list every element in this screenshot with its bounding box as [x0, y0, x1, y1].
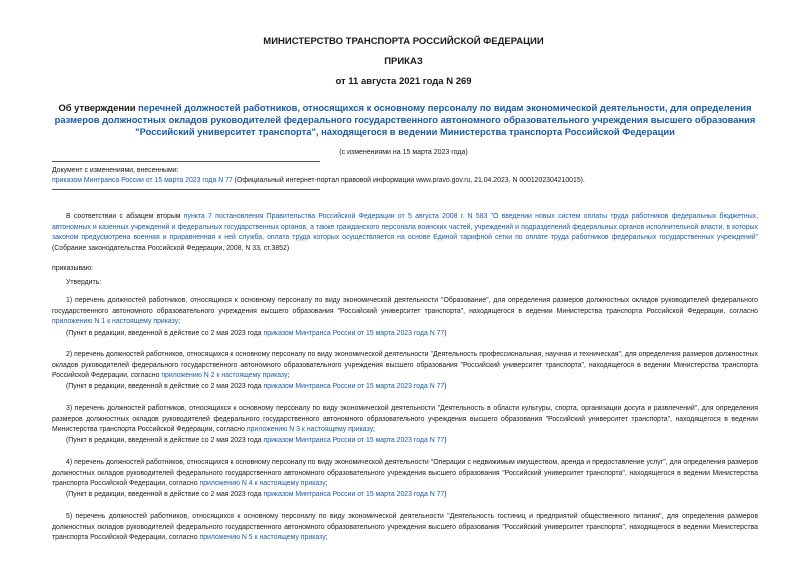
note-tail: ): [444, 383, 447, 390]
item-tail: ;: [325, 480, 328, 487]
item-tail: ;: [287, 372, 290, 379]
item-tail: ;: [325, 534, 328, 541]
title-link[interactable]: перечней должностей работников, относящихся к основному персоналу по видам экономической деятельности, для определения размеров должностных окладов руководителей федерального государственного автономного образовательного учреждения высшего образования "Российский университет транспорта", находящегося в ведении Министерства транспорта Российской Федерации: [54, 102, 756, 137]
ministry-heading: МИНИСТЕРСТВО ТРАНСПОРТА РОССИЙСКОЙ ФЕДЕРАЦИИ: [263, 36, 544, 47]
item-note: [66, 329, 756, 339]
note-link[interactable]: приказом Минтранса России от 15 марта 2023 года N 77: [263, 491, 445, 498]
changes-link[interactable]: приказом Минтранса России от 15 марта 2023 года N 77: [52, 177, 233, 184]
preamble: [52, 212, 758, 254]
item-tail: ;: [178, 318, 181, 325]
changes-bottom-rule: [52, 189, 320, 190]
appendix-link[interactable]: приложению N 1 к настоящему приказу: [52, 318, 179, 325]
item-tail: ;: [373, 426, 375, 433]
changes-heading: Документ с изменениями, внесенными:: [52, 167, 179, 174]
doc-type-heading: ПРИКАЗ: [384, 56, 423, 67]
list-item: [52, 458, 758, 490]
item-text: 1) перечень должностей работников, относящихся к основному персоналу по виду экономической деятельности "Образование", для определения размеров должностных окладов руководителей федерального государственного автономного образовательного учреждения высшего образования "Российский университет транспорта", находящегося в ведении Министерства транспорта Российской Федерации, согласно: [52, 297, 758, 315]
preamble-link[interactable]: пункта 7 постановления Правительства Российской Федерации от 5 августа 2008 г. N 583 "О введении новых систем оплаты труда работников федеральных бюджетных, автономных и казенных учреждений и федеральных государственных органов, а также гражданского персонала воинских частей, учреждений и подразделений федеральных органов исполнительной власти, в которых законом предусмотрена военная и приравненная к ней служба, оплата труда которых осуществляется на основе Единой тарифной сетки по оплате труда работников федеральных государственных учреждений": [52, 213, 759, 241]
note-link[interactable]: приказом Минтранса России от 15 марта 2023 года N 77: [263, 383, 445, 390]
changes-line: [52, 176, 758, 186]
item-text: 3) перечень должностей работников, относящихся к основному персоналу по виду экономической деятельности "Деятельность в области культуры, спорта, организации досуга и развлечений", для определения размеров должностных окладов руководителей федерального государственного автономного образовательного учреждения высшего образования "Российский университет транспорта", находящегося в ведении Министерства транспорта Российской Федерации, согласно: [52, 405, 758, 433]
note-text: (Пункт в редакции, введенной в действие со 2 мая 2023 года: [66, 383, 264, 390]
order-title: [52, 102, 758, 138]
item-text: 4) перечень должностей работников, относящихся к основному персоналу по виду экономической деятельности "Операции с недвижимым имуществом, аренда и предоставление услуг", для определения размеров должностных окладов руководителей федерального государственного автономного образовательного учреждения высшего образования "Российский университет транспорта", находящегося в ведении Министерства транспорта Российской Федерации, согласно: [52, 459, 758, 487]
preamble-text-2: (Собрание законодательства Российской Федерации, 2008, N 33, ст.3852): [52, 244, 290, 252]
list-item: [52, 512, 758, 544]
revision-note: (с изменениями на 15 марта 2023 года): [339, 149, 468, 156]
list-item: [52, 296, 758, 328]
item-note: [66, 490, 756, 500]
item-text: 5) перечень должностей работников, относящихся к основному персоналу по виду экономической деятельности "Деятельность гостиниц и предприятий общественного питания", для определения размеров должностных окладов руководителей федерального государственного автономного образовательного учреждения высшего образования "Российский университет транспорта", находящегося в ведении Министерства транспорта Российской Федерации, согласно: [52, 513, 758, 541]
changes-rest: (Официальный интернет-портал правовой информации www.pravo.gov.ru, 21.04.2023, N 0001202304210015).: [232, 177, 585, 184]
appendix-link[interactable]: приложению N 3 к настоящему приказу: [246, 426, 374, 433]
changes-top-rule: [52, 161, 320, 162]
note-text: (Пункт в редакции, введенной в действие со 2 мая 2023 года: [66, 491, 264, 498]
appendix-link[interactable]: приложению N 2 к настоящему приказу: [161, 372, 288, 379]
note-text: (Пункт в редакции, введенной в действие со 2 мая 2023 года: [66, 330, 264, 337]
note-link[interactable]: приказом Минтранса России от 15 марта 2023 года N 77: [263, 437, 445, 444]
ordered-text: приказываю:: [52, 265, 93, 272]
note-text: (Пункт в редакции, введенной в действие со 2 мая 2023 года: [66, 437, 264, 444]
note-tail: ): [444, 437, 447, 444]
note-link[interactable]: приказом Минтранса России от 15 марта 2023 года N 77: [263, 330, 445, 337]
preamble-text-1: В соответствии с абзацем вторым: [66, 213, 184, 220]
item-text: 2) перечень должностей работников, относящихся к основному персоналу по виду экономической деятельности "Деятельность профессиональная, научная и техническая", для определения размеров должностных окладов руководителей федерального государственного автономного образовательного учреждения высшего образования "Российский университет транспорта", находящегося в ведении Министерства транспорта Российской Федерации, согласно: [52, 351, 758, 379]
list-item: [52, 404, 758, 436]
item-note: [66, 436, 756, 446]
approve-text: Утвердить:: [66, 279, 102, 286]
order-date-number: от 11 августа 2021 года N 269: [335, 76, 472, 87]
appendix-link[interactable]: приложению N 4 к настоящему приказу: [199, 480, 326, 487]
note-tail: ): [444, 330, 447, 337]
list-item: [52, 350, 758, 382]
item-note: [66, 382, 756, 392]
note-tail: ): [444, 491, 447, 498]
title-prefix: Об утверждении: [58, 102, 139, 113]
appendix-link[interactable]: приложению N 5 к настоящему приказу: [199, 534, 326, 541]
